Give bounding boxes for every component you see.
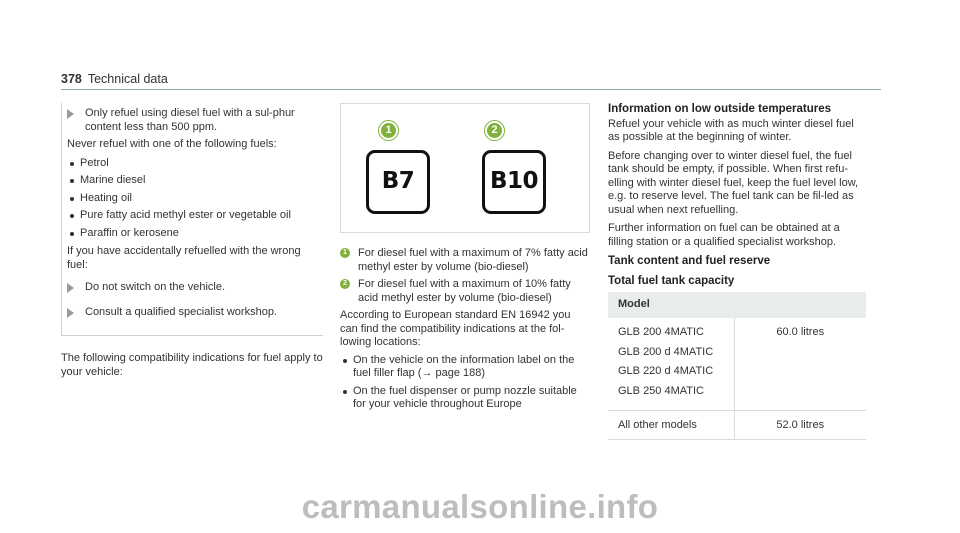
instruction-text: Only refuel using diesel fuel with a sul-phur content less than 500 ppm. — [85, 107, 295, 133]
instruction-arrow-icon — [67, 308, 74, 318]
legend-badge-2: 2 — [340, 279, 350, 289]
figure-legend-1 — [340, 247, 590, 274]
model-name: GLB 200 4MATIC — [618, 326, 704, 338]
capacity-cell: 60.0 litres — [734, 318, 866, 411]
total-capacity-heading: Total fuel tank capacity — [608, 274, 735, 287]
list-item: Paraffin or kerosene — [67, 227, 323, 241]
model-cell: All other models — [608, 411, 734, 440]
figure-legend-2 — [340, 278, 590, 305]
right-column — [608, 103, 866, 440]
list-item: On the vehicle on the information label on the fuel filler flap (→ page 188) — [340, 354, 590, 381]
tank-capacity-table — [608, 292, 866, 440]
instruction-arrow-icon — [67, 109, 74, 119]
paragraph: Refuel your vehicle with as much winter diesel fuel as possible at the beginning of winter. — [608, 117, 854, 143]
callout-badge-2: 2 — [485, 121, 504, 140]
callout-badge-1: 1 — [379, 121, 398, 140]
legend-text: For diesel fuel with a maximum of 7% fatty acid methyl ester by volume (bio-diesel) — [358, 247, 588, 273]
never-refuel-intro: Never refuel with one of the following fuels: — [67, 138, 277, 150]
standard-text: According to European standard EN 16942 you can find the compatibility indications at the fol-lowing locations: — [340, 309, 571, 348]
wrong-fuel-text: If you have accidentally refuelled with the wrong fuel: — [67, 245, 301, 271]
paragraph: Before changing over to winter diesel fuel, the fuel tank should be empty, if possible. When first refu-elling with winter diesel fuel, keep the fuel level low, e.g. to reserve level. The fuel tank can be fil-led as usual when next refuelling. — [608, 149, 859, 216]
legend-badge-1: 1 — [340, 248, 350, 258]
instruction-text: Consult a qualified specialist workshop. — [85, 305, 277, 318]
section-title: Technical data — [87, 72, 168, 86]
legend-text: For diesel fuel with a maximum of 10% fatty acid methyl ester by volume (bio-diesel) — [358, 278, 571, 304]
model-cell — [608, 318, 734, 411]
fuel-warning-box — [61, 103, 323, 336]
middle-column — [340, 103, 590, 417]
table-row — [608, 411, 866, 440]
fuel-compatibility-figure — [340, 103, 590, 233]
list-item: Pure fatty acid methyl ester or vegetable oil — [67, 209, 323, 223]
page-header — [61, 72, 168, 86]
table-row — [608, 318, 866, 411]
low-temperature-heading: Information on low outside temperatures — [608, 103, 831, 115]
instruction-step — [62, 107, 323, 134]
model-name: GLB 200 d 4MATIC — [618, 345, 714, 358]
left-column — [61, 103, 323, 379]
page-number: 378 — [61, 72, 82, 86]
tank-content-heading: Tank content and fuel reserve — [608, 255, 771, 267]
table-header-model: Model — [608, 292, 866, 318]
model-name: GLB 250 4MATIC — [618, 384, 704, 397]
instruction-arrow-icon — [67, 283, 74, 293]
forbidden-fuel-list — [62, 157, 323, 241]
table-header-row — [608, 292, 866, 318]
paragraph: Further information on fuel can be obtained at a filling station or a qualified specialist workshop. — [608, 222, 840, 248]
location-list — [340, 354, 590, 412]
b10-fuel-label: B10 — [482, 150, 546, 214]
list-item: Marine diesel — [67, 174, 323, 188]
watermark: carmanualsonline.info — [301, 488, 659, 525]
instruction-step — [62, 306, 323, 320]
list-item: Heating oil — [67, 192, 323, 206]
capacity-cell: 52.0 litres — [734, 411, 866, 440]
list-item: Petrol — [67, 157, 323, 171]
b7-fuel-label: B7 — [366, 150, 430, 214]
compatibility-intro: The following compatibility indications for fuel apply to your vehicle: — [61, 352, 323, 378]
instruction-step — [62, 281, 323, 295]
header-divider — [61, 89, 881, 90]
model-name: GLB 220 d 4MATIC — [618, 365, 714, 377]
list-item: On the fuel dispenser or pump nozzle suitable for your vehicle throughout Europe — [340, 385, 590, 412]
instruction-text: Do not switch on the vehicle. — [85, 281, 226, 293]
